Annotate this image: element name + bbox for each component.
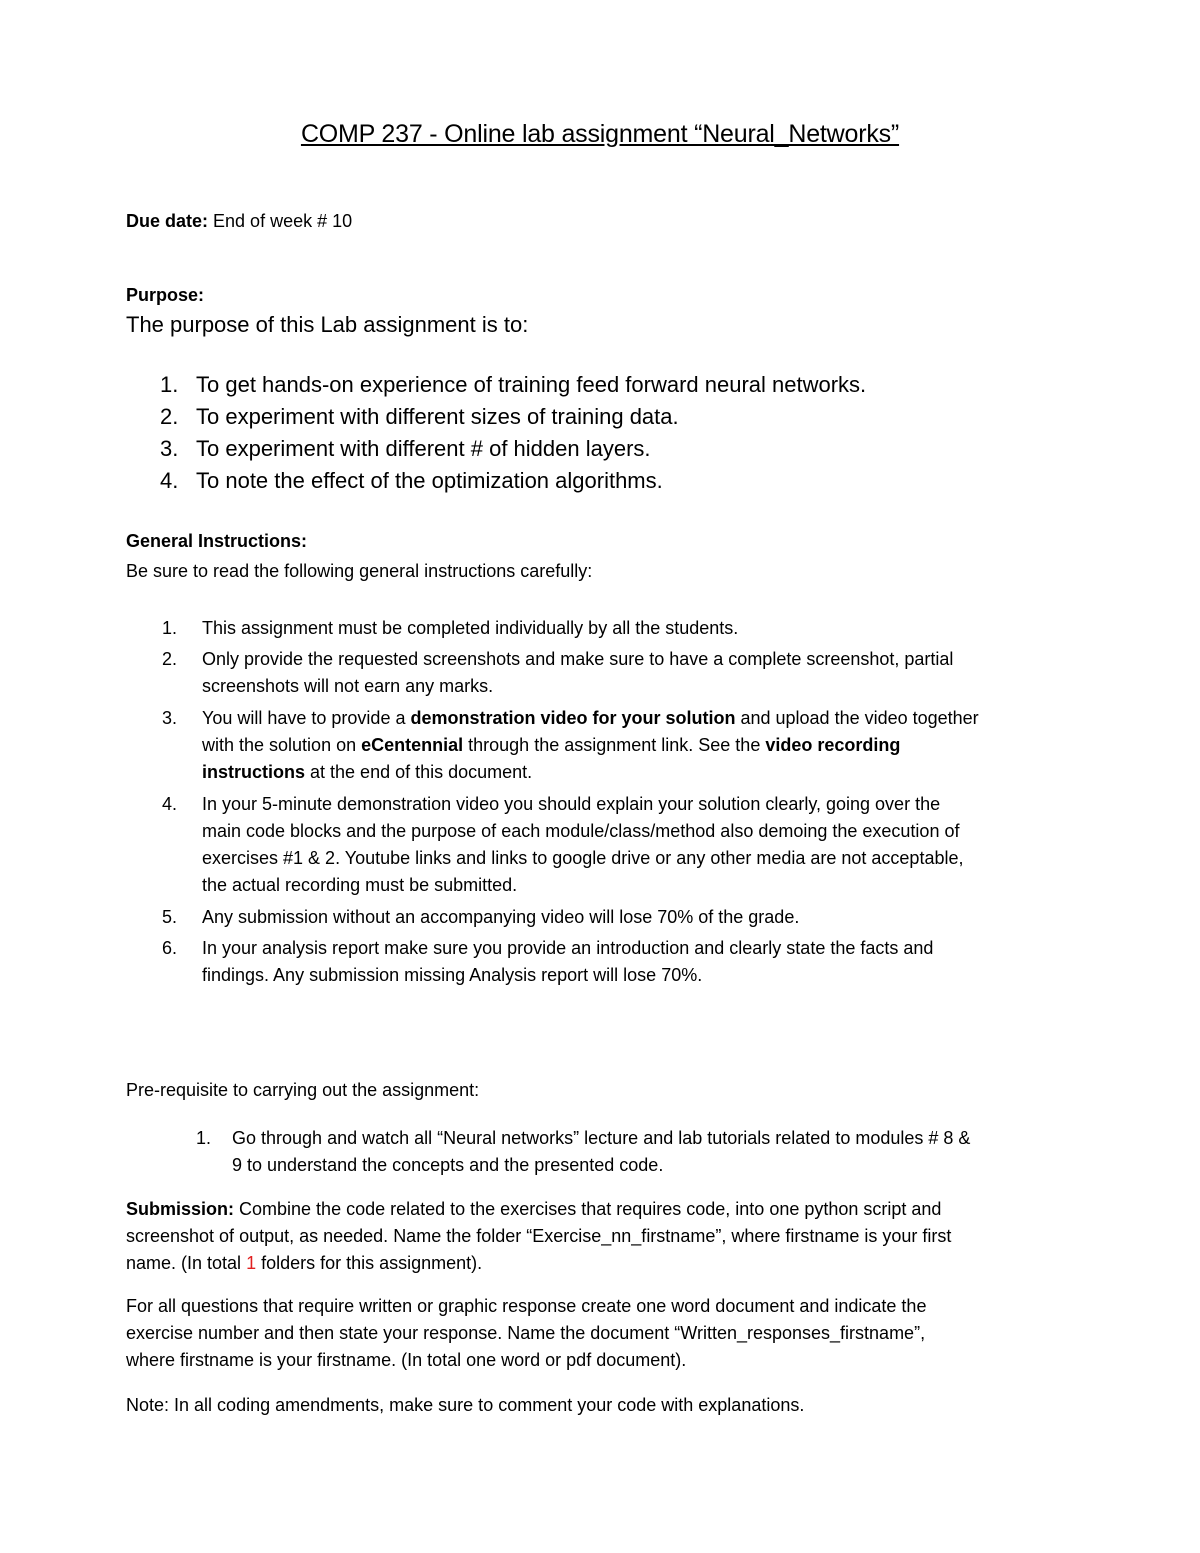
general-instructions-intro: Be sure to read the following general instructions carefully: <box>126 561 593 581</box>
note-paragraph <box>126 1392 804 1419</box>
paragraph-text: In all coding amendments, make sure to comment your code with explanations. <box>169 1395 805 1415</box>
list-number: 1. <box>196 1128 212 1148</box>
list-text: with the solution on <box>202 735 362 755</box>
list-number: 2. <box>160 404 179 429</box>
purpose-item <box>160 468 663 494</box>
prerequisite-heading: Pre-requisite to carrying out the assignment: <box>126 1080 480 1100</box>
list-number: 5. <box>162 907 178 927</box>
purpose-heading <box>126 282 204 309</box>
list-text: at the end of this document. <box>305 762 533 782</box>
due-date-line <box>126 208 352 235</box>
paragraph-text: screenshot of output, as needed. Name the folder “Exercise_nn_firstname”, where firstname is your first <box>126 1226 952 1246</box>
list-number: 3. <box>162 708 178 728</box>
list-number: 3. <box>160 436 179 461</box>
paragraph-text: folders for this assignment). <box>256 1253 483 1273</box>
list-text: screenshots will not earn any marks. <box>202 676 494 696</box>
list-text: In your analysis report make sure you provide an introduction and clearly state the facts and <box>202 938 934 958</box>
list-text-bold: demonstration video for your solution <box>410 708 736 728</box>
paragraph-text: For all questions that require written or graphic response create one word document and indicate the <box>126 1296 927 1316</box>
written-response-paragraph <box>126 1293 926 1374</box>
purpose-label: Purpose: <box>126 285 205 305</box>
note-label: Note: <box>126 1395 170 1415</box>
list-text: This assignment must be completed individually by all the students. <box>202 618 739 638</box>
purpose-item <box>160 436 651 462</box>
paragraph-text: exercise number and then state your response. Name the document “Written_responses_firstname”, <box>126 1323 926 1343</box>
list-text: In your 5-minute demonstration video you should explain your solution clearly, going over the <box>202 794 941 814</box>
instruction-item <box>162 791 963 899</box>
prerequisite-item <box>196 1125 970 1179</box>
folder-count: 1 <box>246 1253 257 1273</box>
list-text-bold: video recording <box>765 735 901 755</box>
list-number: 1. <box>162 618 178 638</box>
list-text: 9 to understand the concepts and the presented code. <box>232 1155 664 1175</box>
list-text: To note the effect of the optimization algorithms. <box>196 468 663 493</box>
list-text: through the assignment link. See the <box>463 735 766 755</box>
list-text: Go through and watch all “Neural networks” lecture and lab tutorials related to modules # 8 & <box>232 1128 971 1148</box>
submission-label: Submission: <box>126 1199 235 1219</box>
paragraph-text: name. (In total <box>126 1253 247 1273</box>
list-number: 1. <box>160 372 179 397</box>
list-text: Only provide the requested screenshots and make sure to have a complete screenshot, partial <box>202 649 954 669</box>
list-number: 6. <box>162 938 178 958</box>
list-text: main code blocks and the purpose of each module/class/method also demoing the execution of <box>202 821 960 841</box>
list-number: 4. <box>160 468 179 493</box>
instruction-item <box>162 705 979 786</box>
purpose-item <box>160 404 679 430</box>
list-text: To get hands-on experience of training feed forward neural networks. <box>196 372 867 397</box>
general-instructions-heading <box>126 528 307 555</box>
list-text: To experiment with different sizes of training data. <box>196 404 679 429</box>
list-text-bold: instructions <box>202 762 306 782</box>
list-text: You will have to provide a <box>202 708 411 728</box>
instruction-item <box>162 646 953 700</box>
purpose-item <box>160 372 866 398</box>
list-text: To experiment with different # of hidden layers. <box>196 436 651 461</box>
general-instructions-label: General Instructions: <box>126 531 308 551</box>
submission-paragraph <box>126 1196 951 1277</box>
list-text: exercises #1 & 2. Youtube links and links to google drive or any other media are not acceptable, <box>202 848 964 868</box>
list-text: and upload the video together <box>735 708 979 728</box>
instruction-item <box>162 904 799 931</box>
list-number: 2. <box>162 649 178 669</box>
paragraph-text: where firstname is your firstname. (In total one word or pdf document). <box>126 1350 687 1370</box>
document-title: COMP 237 - Online lab assignment “Neural_Networks” <box>300 120 900 148</box>
list-text: findings. Any submission missing Analysis report will lose 70%. <box>202 965 703 985</box>
due-date-value: End of week # 10 <box>213 211 353 231</box>
purpose-intro: The purpose of this Lab assignment is to: <box>126 312 529 337</box>
list-number: 4. <box>162 794 178 814</box>
list-text: Any submission without an accompanying video will lose 70% of the grade. <box>202 907 800 927</box>
list-text: the actual recording must be submitted. <box>202 875 518 895</box>
list-text-bold: eCentennial <box>361 735 464 755</box>
due-date-label: Due date: <box>126 211 209 231</box>
instruction-item <box>162 615 738 642</box>
paragraph-text: Combine the code related to the exercises that requires code, into one python script and <box>234 1199 942 1219</box>
instruction-item <box>162 935 933 989</box>
